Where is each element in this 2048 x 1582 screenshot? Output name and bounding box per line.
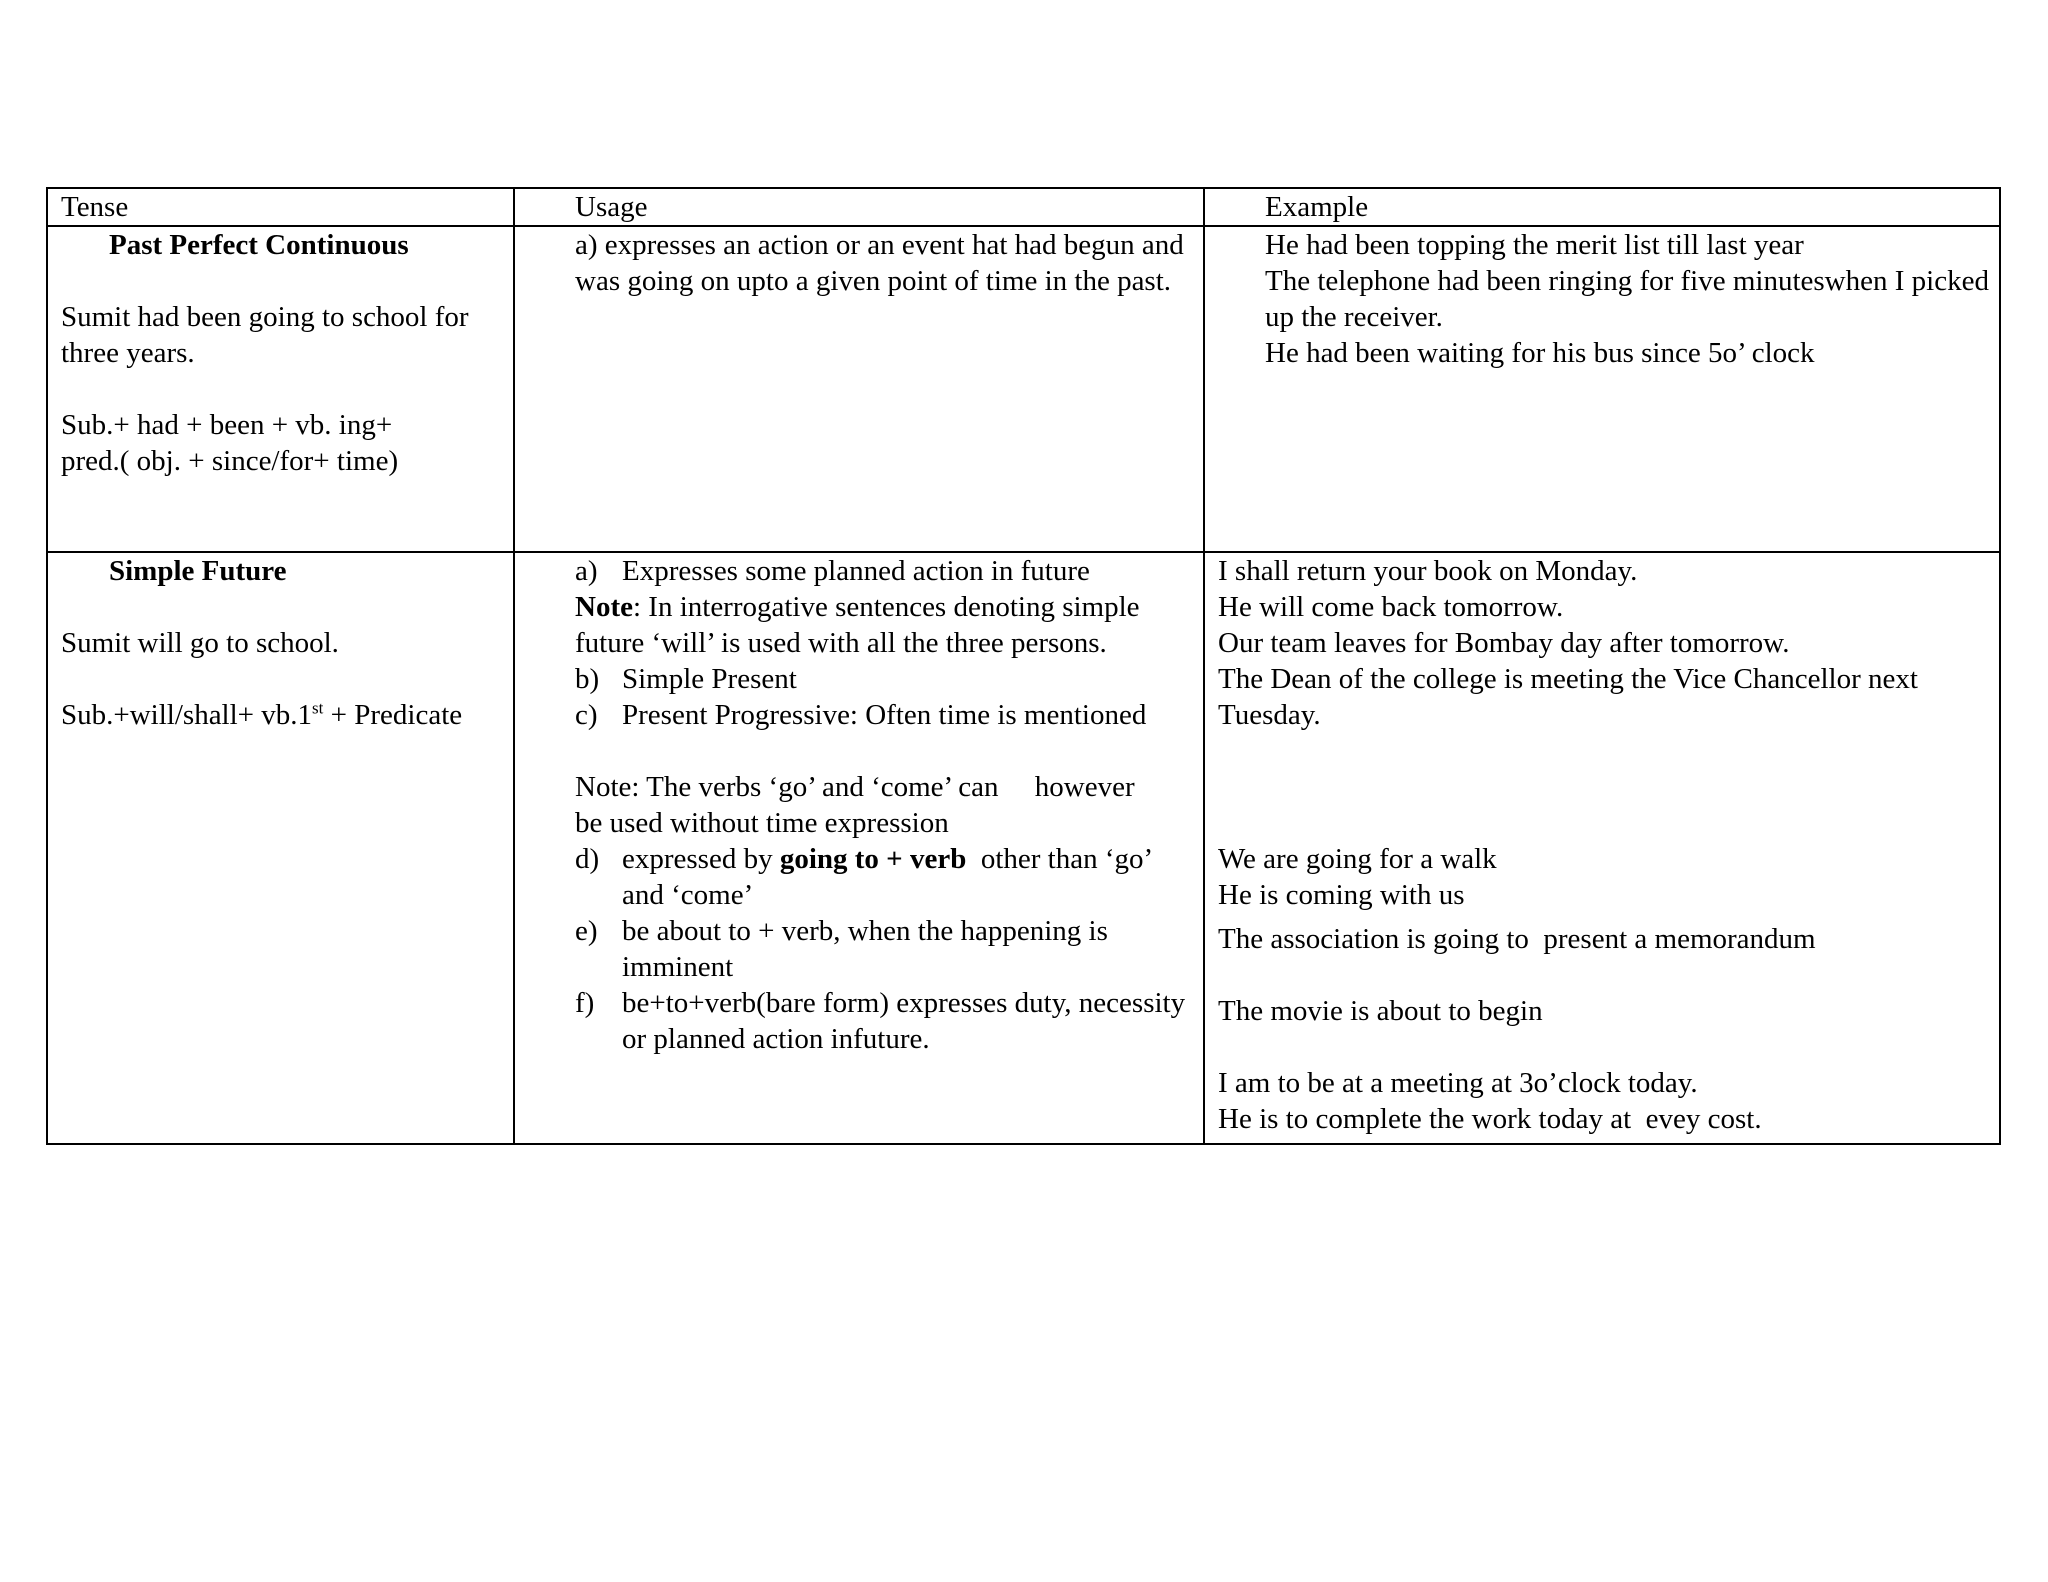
example-sentence: Our team leaves for Bombay day after tomorrow. [1218, 627, 1790, 659]
usage-text: a) expresses an action or an event hat had begun and was going on upto a given point of time in the past. [575, 229, 1184, 297]
table-row [47, 226, 2000, 552]
table-header-row [47, 188, 2000, 226]
usage-cell [514, 226, 1204, 552]
list-item [575, 841, 1195, 913]
example-sentence: The movie is about to begin [1218, 995, 1543, 1027]
header-usage: Usage [514, 188, 1204, 226]
formula-superscript: st [312, 698, 324, 718]
formula-suffix: + Predicate [323, 699, 463, 731]
example-cell [1204, 552, 2000, 1144]
list-marker: e) [575, 915, 598, 947]
usage-note-line: be used without time expression [575, 807, 949, 839]
header-example: Example [1204, 188, 2000, 226]
note-text: : In interrogative sentences denoting simple future ‘will’ is used with all the three persons. [575, 591, 1140, 659]
example-sentence: He will come back tomorrow. [1218, 591, 1564, 623]
header-tense: Tense [47, 188, 514, 226]
tense-formula-line: Sub.+ had + been + vb. ing+ [61, 409, 393, 441]
example-sentence: The Dean of the college is meeting the Vice Chancellor next Tuesday. [1218, 663, 1918, 731]
tense-example-sentence: Sumit will go to school. [61, 627, 339, 659]
tense-formula-line: pred.( obj. + since/for+ time) [61, 445, 399, 477]
example-sentence: He is to complete the work today at evey cost. [1218, 1103, 1762, 1135]
tense-formula [61, 697, 503, 733]
example-sentence: I shall return your book on Monday. [1218, 555, 1638, 587]
list-marker: c) [575, 699, 598, 731]
list-marker: d) [575, 843, 600, 875]
list-item-text: be about to + verb, when the happening is imminent [622, 915, 1108, 983]
list-text-part: expressed by [622, 843, 780, 875]
list-item-text: Simple Present [622, 663, 797, 695]
list-marker: f) [575, 987, 595, 1019]
tense-example-sentence: Sumit had been going to school for three years. [61, 301, 469, 369]
tense-cell [47, 552, 514, 1144]
list-item [575, 553, 1195, 589]
tense-table [46, 187, 2001, 1145]
list-text-bold: going to + verb [779, 843, 967, 875]
usage-note-line: Note: The verbs ‘go’ and ‘come’ can however [575, 771, 1135, 803]
list-item-text: Present Progressive: Often time is mentioned [622, 699, 1147, 731]
example-sentence: We are going for a walk [1218, 843, 1497, 875]
list-item [575, 985, 1195, 1057]
list-item [575, 913, 1195, 985]
example-sentence: The association is going to present a memorandum [1218, 923, 1816, 955]
list-item-text: Expresses some planned action in future [622, 555, 1090, 587]
list-text-part: other than ‘go’ and ‘come’ [622, 843, 1159, 911]
list-marker: b) [575, 663, 600, 695]
usage-cell [514, 552, 1204, 1144]
list-marker: a) [575, 555, 598, 587]
example-sentence: He had been topping the merit list till last year [1265, 229, 1804, 261]
tense-name: Simple Future [109, 555, 287, 587]
table-row [47, 552, 2000, 1144]
example-cell [1204, 226, 2000, 552]
example-sentence: He had been waiting for his bus since 5o’ clock [1265, 337, 1815, 369]
example-sentence: I am to be at a meeting at 3o’clock today. [1218, 1067, 1698, 1099]
tense-name: Past Perfect Continuous [109, 229, 409, 261]
list-item [575, 697, 1195, 733]
usage-note [575, 589, 1195, 661]
example-sentence: The telephone had been ringing for five minuteswhen I picked up the receiver. [1265, 265, 1989, 333]
tense-cell [47, 226, 514, 552]
list-item-text: be+to+verb(bare form) expresses duty, necessity or planned action infuture. [622, 987, 1186, 1055]
formula-prefix: Sub.+will/shall+ vb.1 [61, 699, 313, 731]
example-sentence: He is coming with us [1218, 879, 1465, 911]
list-item [575, 661, 1195, 697]
note-label: Note [575, 591, 633, 623]
list-item-text [622, 841, 1195, 913]
